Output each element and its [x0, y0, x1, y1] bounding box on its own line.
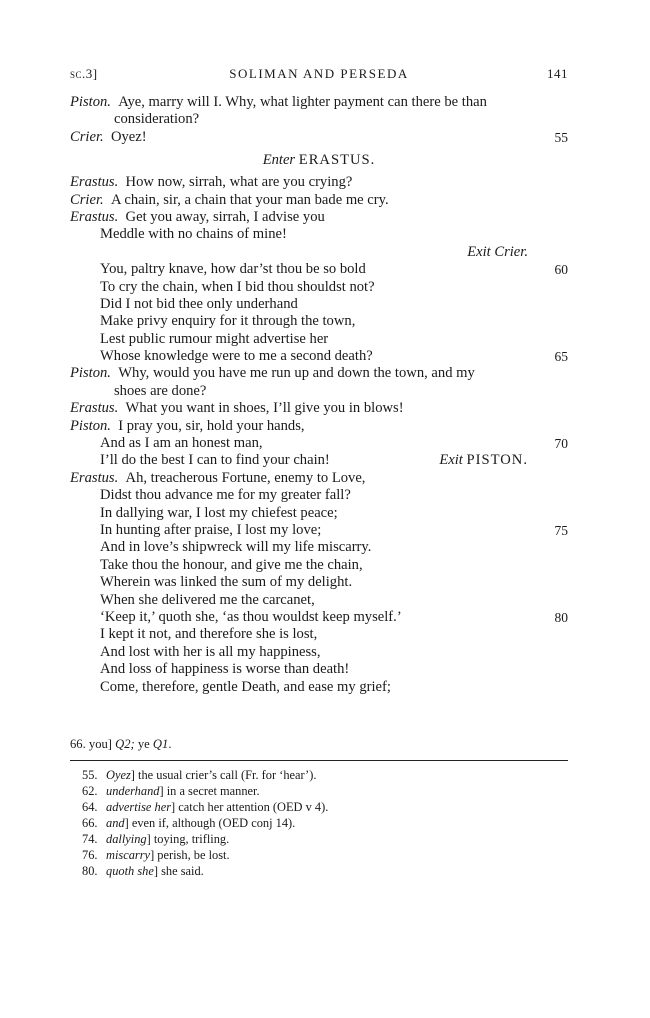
note-gloss: toying, trifling.: [153, 832, 230, 846]
verse-text: A chain, sir, a chain that your man bade me cry.: [110, 191, 389, 208]
verse-line: [70, 452, 568, 469]
verse-text: And lost with her is all my happiness,: [100, 643, 321, 660]
commentary-note: 74. dallying] toying, trifling.: [82, 832, 230, 846]
commentary-note: 62. underhand] in a secret manner.: [82, 784, 260, 798]
note-line-number: 66.: [82, 816, 98, 830]
verse-line: [70, 592, 568, 609]
speaker-name: Crier.: [70, 191, 104, 208]
note-line-number: 62.: [82, 784, 98, 798]
note-lemma: underhand: [106, 784, 160, 798]
verse-text: Wherein was linked the sum of my delight.: [100, 574, 353, 591]
verse-text: You, paltry knave, how dar’st thou be so bold: [100, 261, 366, 278]
line-number: 70: [554, 436, 568, 452]
commentary-note: 80. quoth she] she said.: [82, 864, 204, 878]
verse-text: What you want in shoes, I’ll give you in blows!: [125, 400, 404, 417]
continuation-line: [70, 111, 568, 128]
play-text: [70, 94, 568, 696]
line-number: 65: [554, 349, 568, 365]
speech-line: [70, 418, 568, 435]
note-gloss: even if, although (OED conj 14).: [131, 816, 296, 830]
verse-line: [70, 313, 568, 330]
verse-text: shoes are done?: [114, 382, 207, 399]
speaker-name: Piston.: [70, 417, 111, 434]
stage-direction-character: ERASTUS.: [298, 152, 376, 169]
note-gloss: she said.: [161, 864, 204, 878]
note-line-number: 80.: [82, 864, 98, 878]
verse-text: Get you away, sirrah, I advise you: [125, 208, 325, 225]
verse-line: [70, 557, 568, 574]
note-lemma: advertise her: [106, 800, 172, 814]
verse-text: How now, sirrah, what are you crying?: [125, 174, 353, 191]
speech-line: [70, 209, 568, 226]
note-lemma: Oyez: [106, 768, 131, 782]
note-gloss: catch her attention (OED v 4).: [178, 800, 329, 814]
note-line-number: 55.: [82, 768, 98, 782]
line-number: 55: [554, 129, 568, 145]
note-line-number: 64.: [82, 800, 98, 814]
textual-note-source: Q1: [152, 737, 169, 751]
stage-direction-text: Exit Crier.: [467, 243, 528, 260]
stage-direction-character: PISTON.: [466, 452, 528, 469]
note-lemma: and: [106, 816, 125, 830]
stage-direction-entry: [70, 148, 568, 172]
verse-line: [70, 661, 568, 678]
speaker-name: Piston.: [70, 94, 111, 110]
commentary-note: 66. and] even if, although (OED conj 14).: [82, 816, 296, 830]
line-number: 75: [554, 522, 568, 538]
verse-text: Come, therefore, gentle Death, and ease my grief;: [100, 678, 391, 695]
speaker-name: Erastus.: [70, 174, 119, 191]
commentary-note: 55. Oyez] the usual crier’s call (Fr. for ‘hear’).: [82, 768, 317, 782]
verse-text: Take thou the honour, and give me the chain,: [100, 556, 363, 573]
note-line-number: 76.: [82, 848, 98, 862]
verse-line: [70, 609, 568, 626]
verse-text: consideration?: [114, 111, 200, 128]
verse-text: And loss of happiness is worse than death!: [100, 661, 350, 678]
line-number: 80: [554, 609, 568, 625]
speech-line: [70, 365, 568, 382]
verse-text: Did I not bid thee only underhand: [100, 295, 298, 312]
verse-text: Meddle with no chains of mine!: [100, 226, 287, 243]
verse-text: To cry the chain, when I bid thou shouldst not?: [100, 278, 375, 295]
verse-text: Why, would you have me run up and down the town, and my: [118, 365, 475, 382]
stage-direction-verb: Exit: [439, 452, 463, 469]
verse-line: [70, 279, 568, 296]
verse-line: [70, 644, 568, 661]
commentary-note: 64. advertise her] catch her attention (OED v 4).: [82, 800, 329, 814]
speech-line: [70, 400, 568, 417]
page-number: 141: [547, 66, 568, 81]
textual-note-reading: Q2;: [115, 737, 135, 751]
textual-note-rest: ye: [134, 737, 153, 751]
verse-line: [70, 331, 568, 348]
note-gloss: the usual crier’s call (Fr. for ‘hear’).: [138, 768, 317, 782]
verse-text: Whose knowledge were to me a second death?: [100, 348, 373, 365]
verse-text: ‘Keep it,’ quoth she, ‘as thou wouldst keep myself.’: [100, 608, 402, 625]
speech-line: [70, 174, 568, 191]
line-number: 60: [554, 262, 568, 278]
continuation-line: [70, 383, 568, 400]
speech-line: [70, 129, 568, 146]
speaker-name: Erastus.: [70, 469, 119, 486]
running-header: [70, 66, 568, 86]
verse-text: When she delivered me the carcanet,: [100, 591, 315, 608]
verse-text: I pray you, sir, hold your hands,: [118, 417, 305, 434]
speaker-name: Erastus.: [70, 208, 119, 225]
running-title: SOLIMAN AND PERSEDA: [229, 66, 409, 81]
verse-text: Didst thou advance me for my greater fall?: [100, 487, 351, 504]
speaker-name: Crier.: [70, 128, 104, 145]
verse-line: [70, 348, 568, 365]
scene-reference: sc.3]: [70, 66, 98, 81]
footnote-divider: [70, 760, 568, 761]
verse-text: And in love’s shipwreck will my life miscarry.: [100, 539, 372, 556]
verse-text: Aye, marry will I. Why, what lighter payment can there be than: [118, 94, 487, 110]
textual-note-end: .: [168, 737, 172, 751]
verse-line: [70, 574, 568, 591]
stage-direction-exit: [439, 452, 528, 469]
note-gloss: in a secret manner.: [166, 784, 260, 798]
verse-text: I kept it not, and therefore she is lost,: [100, 626, 318, 643]
note-line-number: 74.: [82, 832, 98, 846]
verse-text: In dallying war, I lost my chiefest peace;: [100, 504, 338, 521]
verse-line: [70, 487, 568, 504]
note-lemma: miscarry: [106, 848, 151, 862]
commentary-note: 76. miscarry] perish, be lost.: [82, 848, 230, 862]
verse-text: In hunting after praise, I lost my love;: [100, 521, 322, 538]
verse-text: Lest public rumour might advertise her: [100, 330, 329, 347]
verse-line: [70, 296, 568, 313]
verse-line: [70, 261, 568, 278]
verse-text: Ah, treacherous Fortune, enemy to Love,: [125, 469, 366, 486]
verse-line: [70, 505, 568, 522]
verse-text: Make privy enquiry for it through the town,: [100, 313, 356, 330]
note-lemma: quoth she: [106, 864, 154, 878]
note-lemma: dallying: [106, 832, 147, 846]
textual-note: [70, 737, 171, 752]
textual-note-ref: 66. you]: [70, 737, 112, 751]
verse-line: [70, 226, 568, 243]
stage-direction-verb: Enter: [262, 152, 296, 169]
speaker-name: Erastus.: [70, 400, 119, 417]
note-gloss: perish, be lost.: [157, 848, 230, 862]
verse-line: [70, 679, 568, 696]
stage-direction-exit: [70, 244, 568, 261]
verse-line: [70, 435, 568, 452]
commentary-notes: [82, 767, 562, 879]
verse-text: And as I am an honest man,: [100, 435, 263, 452]
speech-line: [70, 192, 568, 209]
verse-line: [70, 626, 568, 643]
verse-line: [70, 522, 568, 539]
verse-line: [70, 539, 568, 556]
verse-text: Oyez!: [110, 128, 147, 145]
speaker-name: Piston.: [70, 365, 111, 382]
speech-line: [70, 470, 568, 487]
speech-line: [70, 94, 568, 111]
verse-text: I’ll do the best I can to find your chain!: [100, 452, 330, 469]
